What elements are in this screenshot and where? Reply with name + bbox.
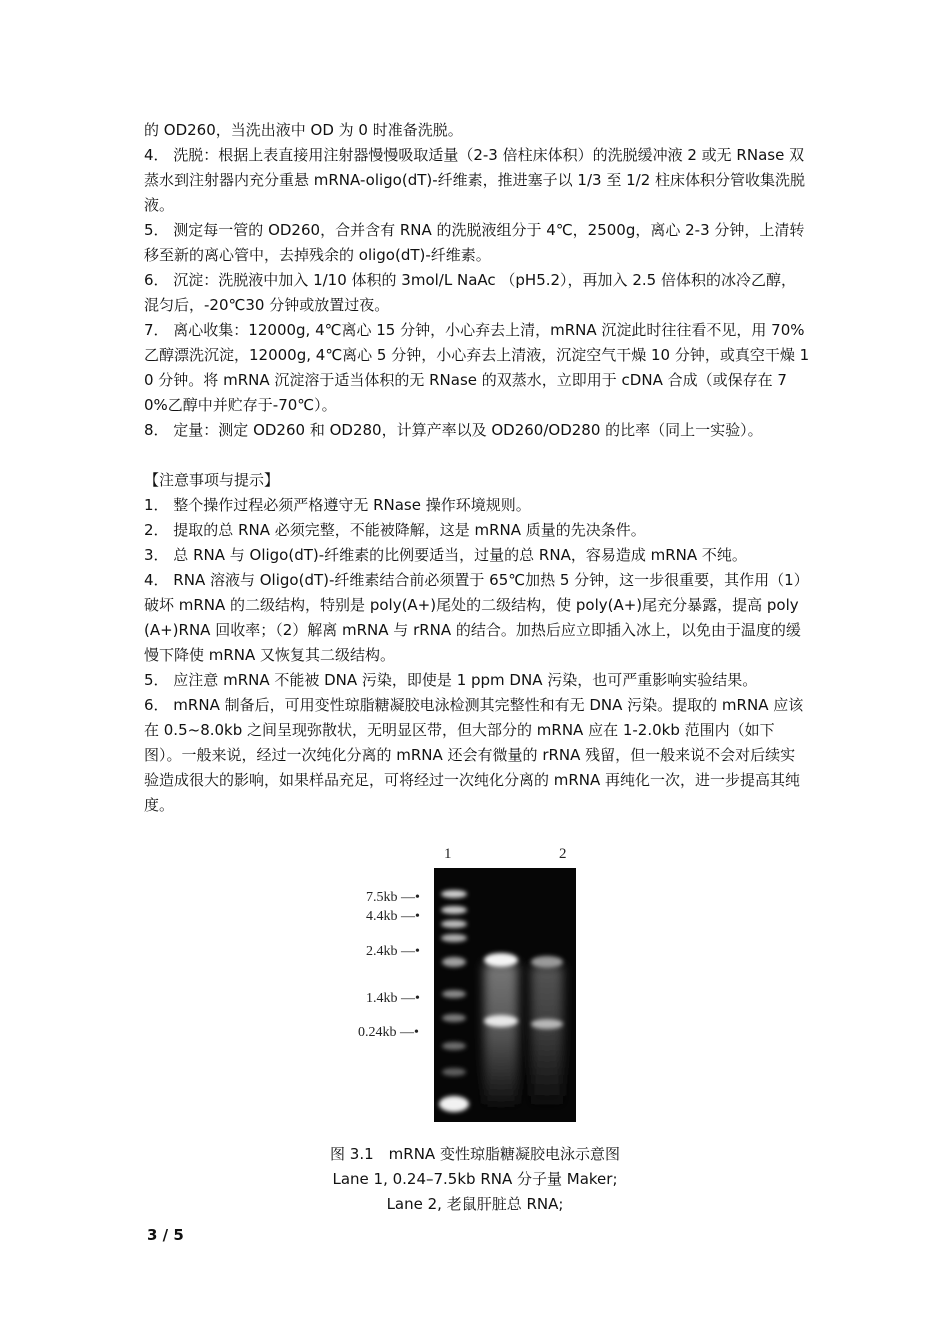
gel-image <box>434 868 576 1122</box>
note-4: 4． RNA 溶液与 Oligo(dT)-纤维素结合前必须置于 65℃加热 5 分钟，这一步很重要，其作用（1）破坏 mRNA 的二级结构，特别是 poly(A+)尾处的二级结构，使 poly(A+)尾充分暴露，提高 poly(A+)RNA 回收率；（2）解离 mRNA 与 rRNA 的结合。加热后应立即插入冰上，以免由于温度的缓慢下降使 mRNA 又恢复其二级结构。 <box>144 571 809 664</box>
lane-smear-a <box>484 964 518 1104</box>
paragraph-step-8: 8． 定量：测定 OD260 和 OD280，计算产率以及 OD260/OD280 的比率（同上一实验）。 <box>144 421 763 439</box>
marker-label-0-24kb: 0.24kb —• <box>358 1025 419 1040</box>
band-28s-a <box>484 953 518 967</box>
marker-label-2-4kb: 2.4kb —• <box>366 944 420 959</box>
page-number: 3 / 5 <box>147 1226 184 1244</box>
lane-label-1: 1 <box>444 846 452 862</box>
marker-label-1-4kb: 1.4kb —• <box>366 991 420 1006</box>
paragraph-od260: 的 OD260，当洗出液中 OD 为 0 时准备洗脱。 <box>144 121 463 139</box>
paragraph-step-5: 5． 测定每一管的 OD260，合并含有 RNA 的洗脱液组分于 4℃，2500g，离心 2-3 分钟，上清转移至新的离心管中，去掉残余的 oligo(dT)-纤维素。 <box>144 221 805 264</box>
note-2: 2． 提取的总 RNA 必须完整，不能被降解，这是 mRNA 质量的先决条件。 <box>144 521 646 539</box>
paragraph-step-7: 7． 离心收集：12000g, 4℃离心 15 分钟，小心弃去上清，mRNA 沉淀此时往往看不见，用 70%乙醇漂洗沉淀，12000g, 4℃离心 5 分钟，小心弃去上清液，沉淀空气干燥 10 分钟，或真空干燥 10 分钟。将 mRNA 沉淀溶于适当体积的无 RNase 的双蒸水，立即用于 cDNA 合成（或保存在 70%乙醇中并贮存于-70℃）。 <box>144 321 810 414</box>
gel-electrophoresis-figure <box>358 846 588 1126</box>
marker-label-4-4kb: 4.4kb —• <box>366 909 420 924</box>
note-6: 6． mRNA 制备后，可用变性琼脂糖凝胶电泳检测其完整性和有无 DNA 污染。提取的 mRNA 应该在 0.5~8.0kb 之间呈现弥散状，无明显区带，但大部分的 mRNA 应在 1-2.0kb 范围内（如下图）。一般来说，经过一次纯化分离的 mRNA 还会有微量的 rRNA 残留，但一般来说不会对后续实验造成很大的影响，如果样品充足，可将经过一次纯化分离的 mRNA 再纯化一次，进一步提高其纯度。 <box>144 696 804 814</box>
paragraph-step-6: 6． 沉淀：洗脱液中加入 1/10 体积的 3mol/L NaAc （pH5.2），再加入 2.5 倍体积的冰冷乙醇，混匀后，-20℃30 分钟或放置过夜。 <box>144 271 796 314</box>
band-18s-b <box>531 1019 563 1029</box>
notes-heading: 【注意事项与提示】 <box>144 471 280 489</box>
figure-caption-line2: Lane 2, 老鼠肝脏总 RNA; <box>386 1195 564 1213</box>
document-body <box>144 118 810 818</box>
paragraph-step-4: 4． 洗脱：根据上表直接用注射器慢慢吸取适量（2-3 倍柱床体积）的洗脱缓冲液 2 或无 RNase 双蒸水到注射器内充分重悬 mRNA-oligo(dT)-纤维素，推进塞子以 1/3 至 1/2 柱床体积分管收集洗脱液。 <box>144 146 806 214</box>
note-1: 1． 整个操作过程必须严格遵守无 RNase 操作环境规则。 <box>144 496 531 514</box>
spacer <box>144 443 810 468</box>
figure-caption-line1: Lane 1, 0.24–7.5kb RNA 分子量 Maker; <box>332 1170 618 1188</box>
lane-smear-b <box>531 966 563 1104</box>
note-5: 5． 应注意 mRNA 不能被 DNA 污染，即使是 1 ppm DNA 污染，也可严重影响实验结果。 <box>144 671 758 689</box>
band-18s-a <box>484 1015 518 1027</box>
lane-label-2: 2 <box>559 846 567 862</box>
marker-label-7-5kb: 7.5kb —• <box>366 890 420 905</box>
figure-caption-title: 图 3.1 mRNA 变性琼脂糖凝胶电泳示意图 <box>330 1145 620 1163</box>
band-28s-b <box>531 956 563 968</box>
note-3: 3． 总 RNA 与 Oligo(dT)-纤维素的比例要适当，过量的总 RNA，容易造成 mRNA 不纯。 <box>144 546 747 564</box>
